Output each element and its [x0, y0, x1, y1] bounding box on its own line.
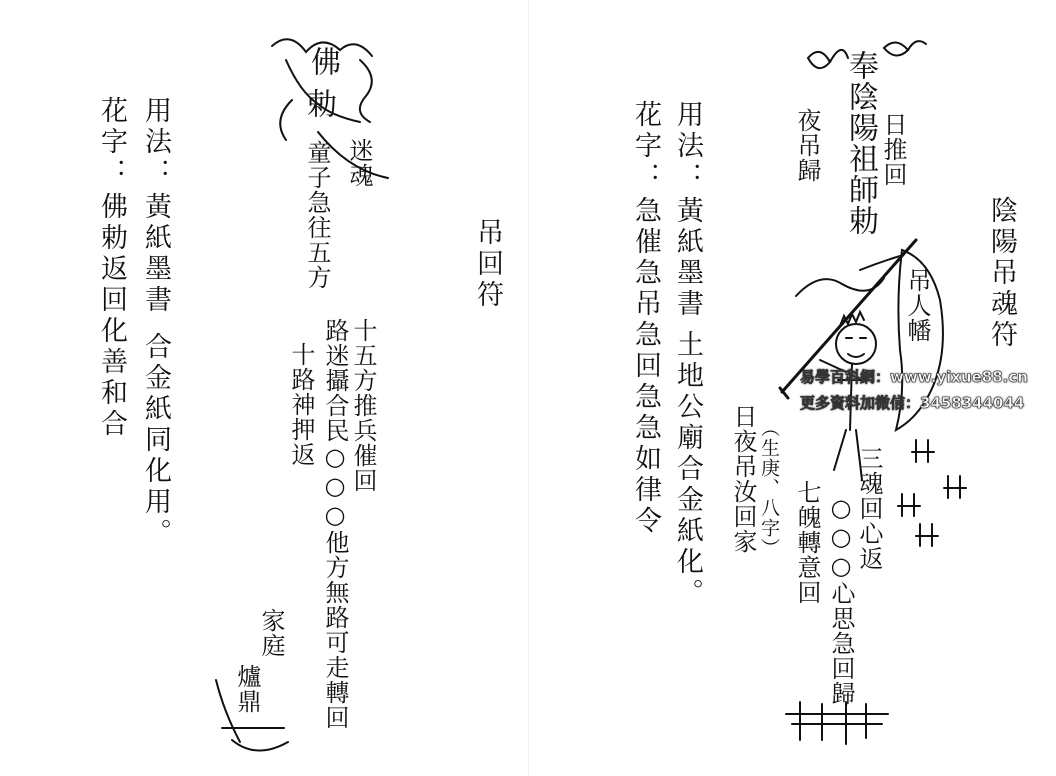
right-usage-text-1: 黃紙墨書 — [672, 196, 703, 320]
left-talisman-right: 十五方推兵催回 — [349, 318, 377, 493]
left-talisman-mid: 童子急往五方 — [303, 140, 331, 290]
right-bottom-strokes — [786, 702, 888, 744]
left-talisman-home: 家庭 — [257, 608, 285, 658]
left-talisman-home-2: 爐鼎 — [233, 664, 261, 714]
right-talisman-birth: （生庚、八字） — [758, 418, 780, 558]
left-title: 吊回符 — [472, 218, 503, 311]
left-talisman-edict: 勅 — [301, 88, 336, 119]
right-talisman-call: 日夜吊汝回家 — [729, 404, 757, 554]
left-talisman-lost-soul: 迷魂 — [345, 138, 373, 188]
left-talisman-left: 十路神押返 — [287, 342, 315, 467]
right-usage-text-2: 土地公廟合金紙化。 — [672, 330, 703, 609]
left-talisman-bottom: 路迷攝合民○○○他方無路可走轉回 — [321, 318, 349, 730]
right-title: 陰陽吊魂符 — [986, 196, 1017, 351]
right-talisman-seven-spirits: 七魄轉意回 — [793, 480, 821, 605]
left-flower-label: 花字： — [96, 96, 127, 189]
right-talisman-name: ○○○心思急回歸 — [827, 494, 855, 706]
bat-icon-left — [808, 52, 830, 68]
left-usage-text-2: 合金紙同化用。 — [140, 332, 171, 549]
right-flower-label: 花字： — [630, 100, 661, 193]
right-talisman-banner: 吊人幡 — [903, 268, 931, 343]
left-usage-label: 用法： — [140, 96, 171, 189]
right-flower-text: 急催急吊急回急急如律令 — [630, 196, 661, 537]
left-bottom-stroke-1 — [216, 680, 240, 742]
left-talisman-buddha: 佛 — [305, 46, 340, 77]
right-talisman-night: 夜吊歸 — [793, 108, 821, 183]
watermark-line-1: 易學百科網：www.yixue88.cn — [800, 368, 1028, 386]
watermark-line-2: 更多資料加微信：3458344044 — [800, 394, 1025, 412]
right-talisman-main: 奉陰陽祖師勅 — [843, 50, 878, 236]
right-talisman-three-souls: 三魂回心返 — [855, 446, 883, 571]
right-usage-label: 用法： — [672, 100, 703, 193]
bat-icon-right — [884, 42, 908, 55]
right-talisman-day: 日推回 — [879, 112, 907, 187]
left-flower-text: 佛勅返回化善和合 — [96, 192, 127, 440]
left-top-curl — [272, 39, 372, 56]
left-usage-text-1: 黃紙墨書 — [140, 192, 171, 316]
